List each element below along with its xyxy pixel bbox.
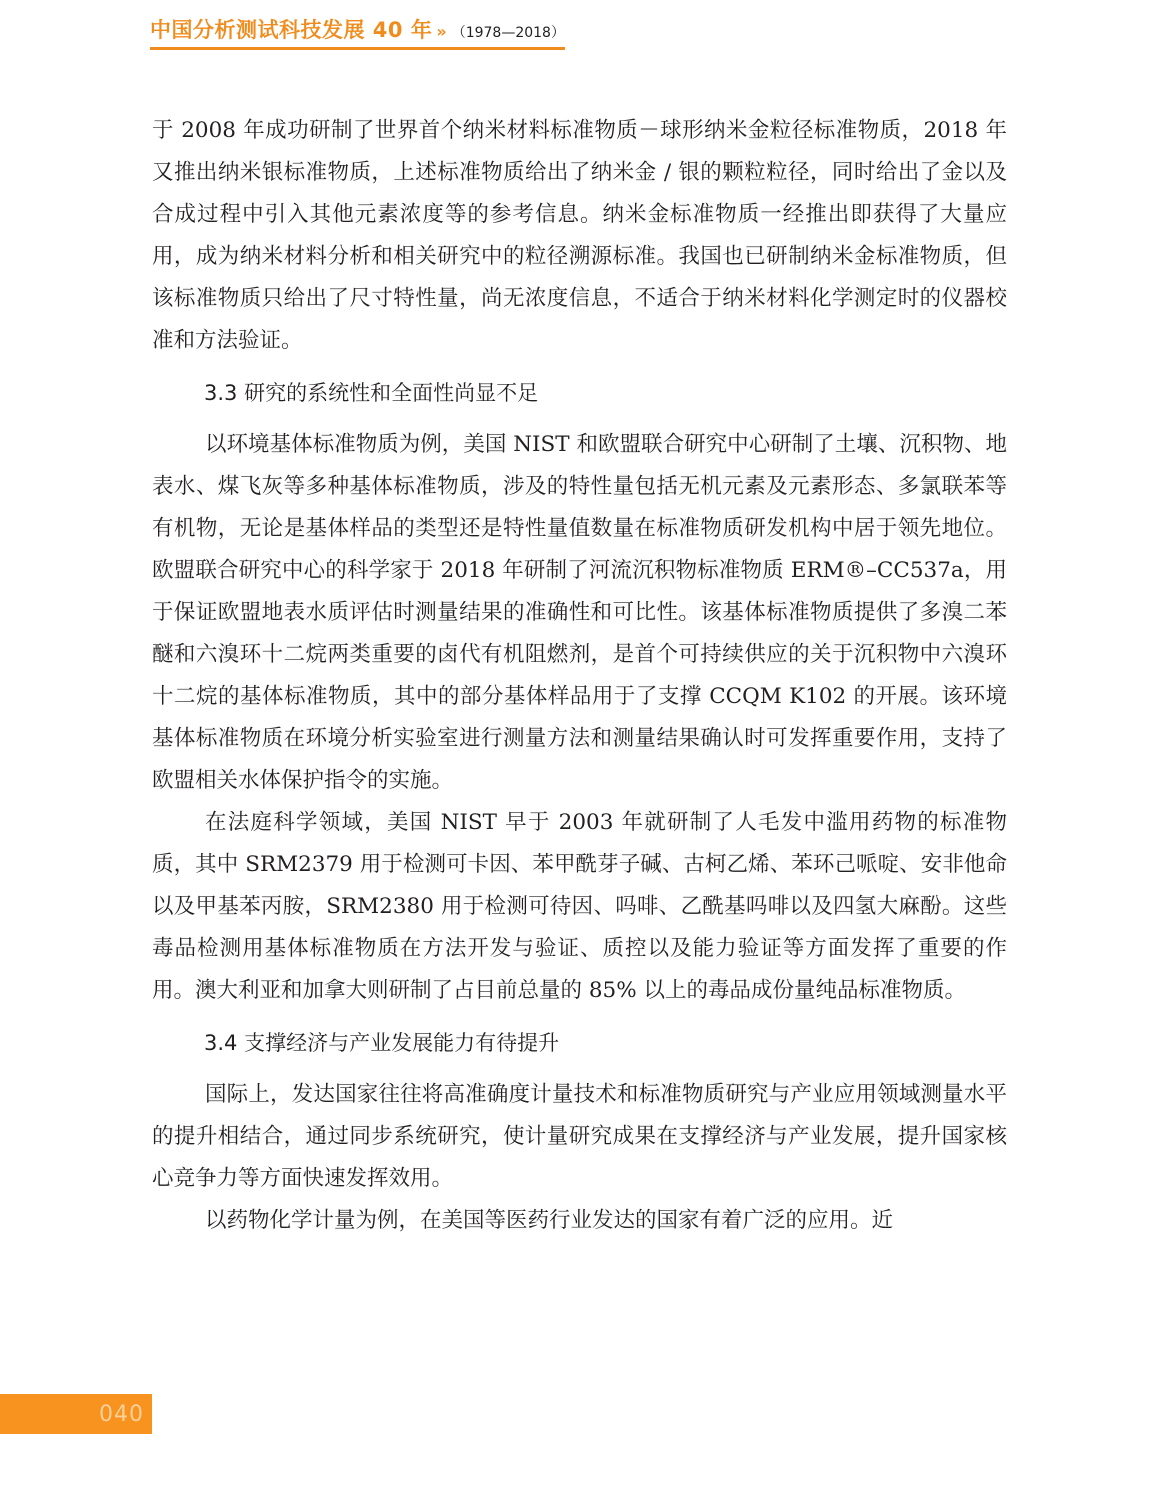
double-chevron-icon: » [436, 22, 447, 41]
paragraph-pharma-chemistry: 以药物化学计量为例，在美国等医药行业发达的国家有着广泛的应用。近 [205, 1208, 894, 1233]
paragraph-international: 国际上，发达国家往往将高准确度计量技术和标准物质研究与产业应用领域测量水平的提升相结合，通过同步系统研究，使计量研究成果在支撑经济与产业发展，提升国家核心竞争力等方面快速发挥效用。 [152, 1082, 1007, 1191]
page-number-badge [0, 1394, 152, 1434]
paragraph-forensic-science: 在法庭科学领域，美国 NIST 早于 2003 年就研制了人毛发中滥用药物的标准物质，其中 SRM2379 用于检测可卡因、苯甲酰芽子碱、古柯乙烯、苯环己哌啶、安非他命以及甲基苯丙胺，SRM2380 用于检测可待因、吗啡、乙酰基吗啡以及四氢大麻酚。这些毒品检测用基体标准物质在方法开发与验证、质控以及能力验证等方面发挥了重要的作用。澳大利亚和加拿大则研制了占目前总量的 85% 以上的毒品成份量纯品标准物质。 [152, 810, 1007, 1003]
book-title: 中国分析测试科技发展 40 年 [150, 18, 433, 42]
section-heading-3-4: 3.4 支撑经济与产业发展能力有待提升 [204, 1031, 560, 1055]
paragraph-nano-gold: 于 2008 年成功研制了世界首个纳米材料标准物质－球形纳米金粒径标准物质，2018 年又推出纳米银标准物质，上述标准物质给出了纳米金 / 银的颗粒粒径，同时给出了金以及合成过程中引入其他元素浓度等的参考信息。纳米金标准物质一经推出即获得了大量应用，成为纳米材料分析和相关研究中的粒径溯源标准。我国也已研制纳米金标准物质，但该标准物质只给出了尺寸特性量，尚无浓度信息，不适合于纳米材料化学测定时的仪器校准和方法验证。 [152, 118, 1007, 353]
page-body [152, 110, 1007, 1242]
year-range: （1978—2018） [451, 25, 565, 41]
header-rule [150, 47, 565, 50]
paragraph-environment-matrix: 以环境基体标准物质为例，美国 NIST 和欧盟联合研究中心研制了土壤、沉积物、地表水、煤飞灰等多种基体标准物质，涉及的特性量包括无机元素及元素形态、多氯联苯等有机物，无论是基体样品的类型还是特性量值数量在标准物质研发机构中居于领先地位。欧盟联合研究中心的科学家于 2018 年研制了河流沉积物标准物质 ERM®–CC537a，用于保证欧盟地表水质评估时测量结果的准确性和可比性。该基体标准物质提供了多溴二苯醚和六溴环十二烷两类重要的卤代有机阻燃剂，是首个可持续供应的关于沉积物中六溴环十二烷的基体标准物质，其中的部分基体样品用于了支撑 CCQM K102 的开展。该环境基体标准物质在环境分析实验室进行测量方法和测量结果确认时可发挥重要作用，支持了欧盟相关水体保护指令的实施。 [152, 432, 1007, 793]
page-number: 040 [99, 1401, 144, 1427]
running-header [150, 14, 565, 48]
section-heading-3-3: 3.3 研究的系统性和全面性尚显不足 [204, 381, 539, 405]
